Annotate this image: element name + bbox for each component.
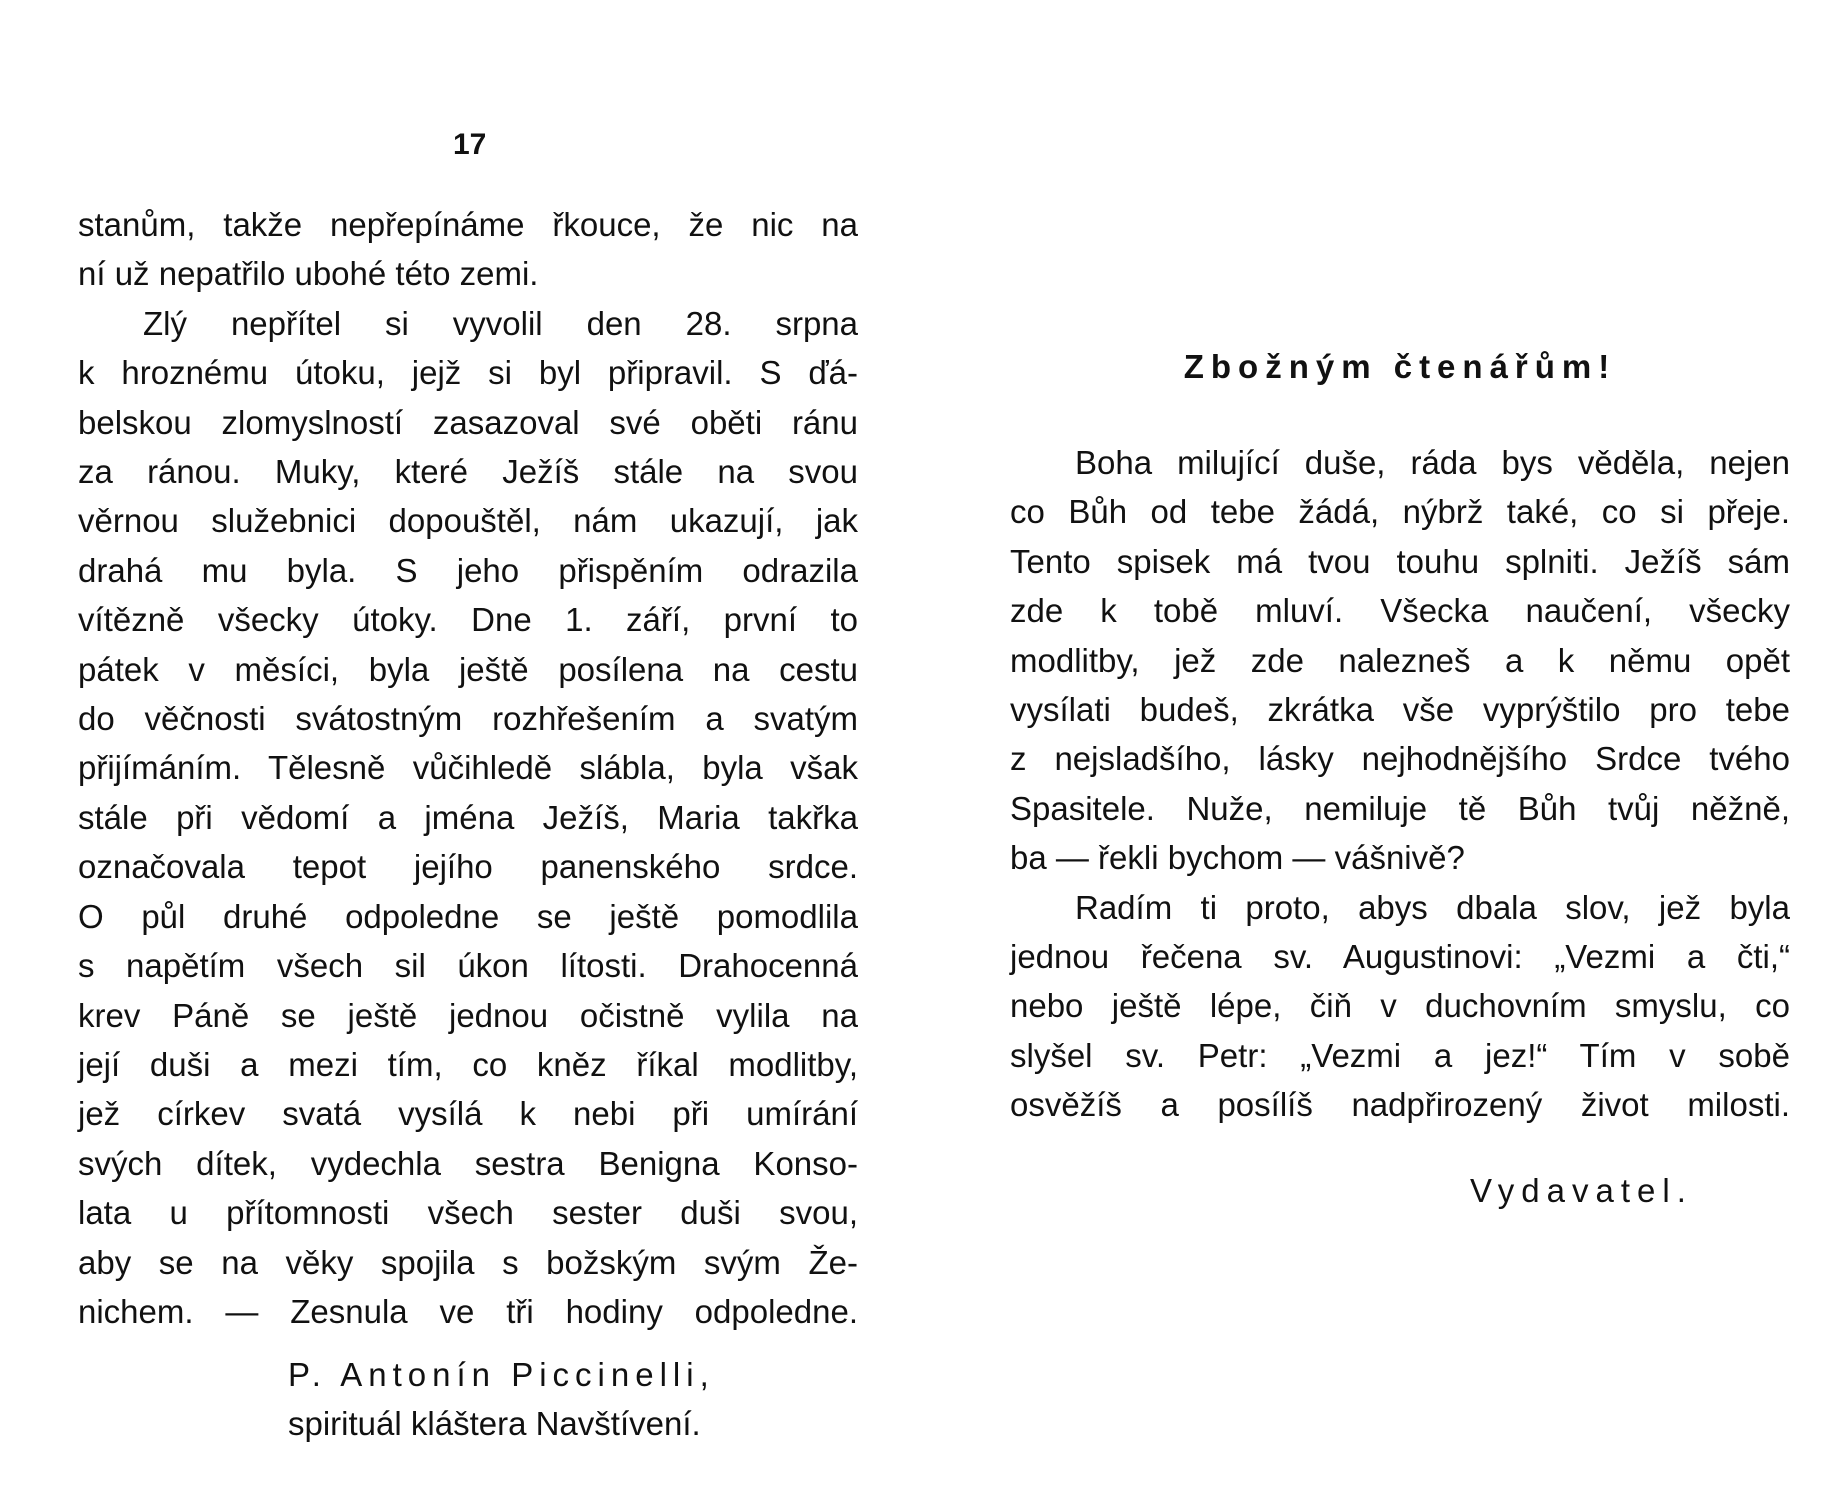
text-line: svých dítek, vydechla sestra Benigna Konso- <box>78 1144 858 1182</box>
text-line: stále při vědomí a jména Ježíš, Maria takřka <box>78 798 858 836</box>
text-line: Tento spisek má tvou touhu splniti. Ježíš sám <box>1010 542 1790 580</box>
page-number: 17 <box>453 128 487 161</box>
text-line: slyšel sv. Petr: „Vezmi a jez!“ Tím v sobě <box>1010 1036 1790 1074</box>
publisher-signature: Vydavatel. <box>1470 1172 1693 1209</box>
text-line: Boha milující duše, ráda bys věděla, nejen <box>1075 444 1790 481</box>
text-line: s napětím všech sil úkon lítosti. Drahocenná <box>78 947 858 985</box>
left-page-body <box>78 200 858 1336</box>
text-line: stanům, takže nepřepínáme řkouce, že nic na <box>78 206 858 243</box>
author-signature <box>288 1350 788 1448</box>
text-line: vysílati budeš, zkrátka vše vyprýštilo pro tebe <box>1010 691 1790 729</box>
text-line: O půl druhé odpoledne se ještě pomodlila <box>78 897 858 935</box>
signature-name: P. Antonín Piccinelli, <box>288 1356 715 1393</box>
text-line: Radím ti proto, abys dbala slov, jež byla <box>1075 888 1790 926</box>
text-line: věrnou služebnici dopouštěl, nám ukazují, jak <box>78 502 858 540</box>
text-line: nebo ještě lépe, čiň v duchovním smyslu, co <box>1010 987 1790 1025</box>
text-line: krev Páně se ještě jednou očistně vylila na <box>78 996 858 1034</box>
text-line: přijímáním. Tělesně vůčihledě slábla, byla však <box>78 749 858 787</box>
signature-role: spirituál kláštera Navštívení. <box>288 1405 701 1442</box>
text-line: belskou zlomyslností zasazoval své oběti ránu <box>78 403 858 441</box>
text-line: z nejsladšího, lásky nejhodnějšího Srdce tvého <box>1010 740 1790 778</box>
right-page-body <box>1010 438 1790 1130</box>
text-line: co Bůh od tebe žádá, nýbrž také, co si přeje. <box>1010 493 1790 531</box>
text-line: Zlý nepřítel si vyvolil den 28. srpna <box>143 304 858 342</box>
text-line: zde k tobě mluví. Všecka naučení, všecky <box>1010 592 1790 630</box>
text-line: označovala tepot jejího panenského srdce. <box>78 848 858 886</box>
text-line: osvěžíš a posílíš nadpřirozený život milosti. <box>1010 1086 1790 1124</box>
text-line: modlitby, jež zde nalezneš a k němu opět <box>1010 641 1790 679</box>
section-heading: Zbožným čtenářům! <box>1183 348 1617 385</box>
text-line: jež církev svatá vysílá k nebi při umírání <box>78 1095 858 1133</box>
text-line: drahá mu byla. S jeho přispěním odrazila <box>78 551 858 589</box>
text-line: ní už nepatřilo ubohé této zemi. <box>78 255 539 293</box>
text-line: lata u přítomnosti všech sester duši svou, <box>78 1194 858 1232</box>
text-line: za ránou. Muky, které Ježíš stále na svou <box>78 453 858 491</box>
text-line: její duši a mezi tím, co kněz říkal modlitby, <box>78 1045 858 1083</box>
text-line: vítězně všecky útoky. Dne 1. září, první to <box>78 601 858 639</box>
text-line: aby se na věky spojila s božským svým Že- <box>78 1243 858 1281</box>
text-line: jednou řečena sv. Augustinovi: „Vezmi a čti,“ <box>1010 938 1790 976</box>
text-line: Spasitele. Nuže, nemiluje tě Bůh tvůj něžně, <box>1010 789 1790 827</box>
text-line: nichem. — Zesnula ve tři hodiny odpoledne. <box>78 1292 858 1330</box>
text-line: k hroznému útoku, jejž si byl připravil. S ďá- <box>78 354 858 392</box>
text-line: pátek v měsíci, byla ještě posílena na cestu <box>78 650 858 688</box>
text-line: ba — řekli bychom — vášnivě? <box>1010 839 1465 877</box>
text-line: do věčnosti svátostným rozhřešením a svatým <box>78 700 858 738</box>
